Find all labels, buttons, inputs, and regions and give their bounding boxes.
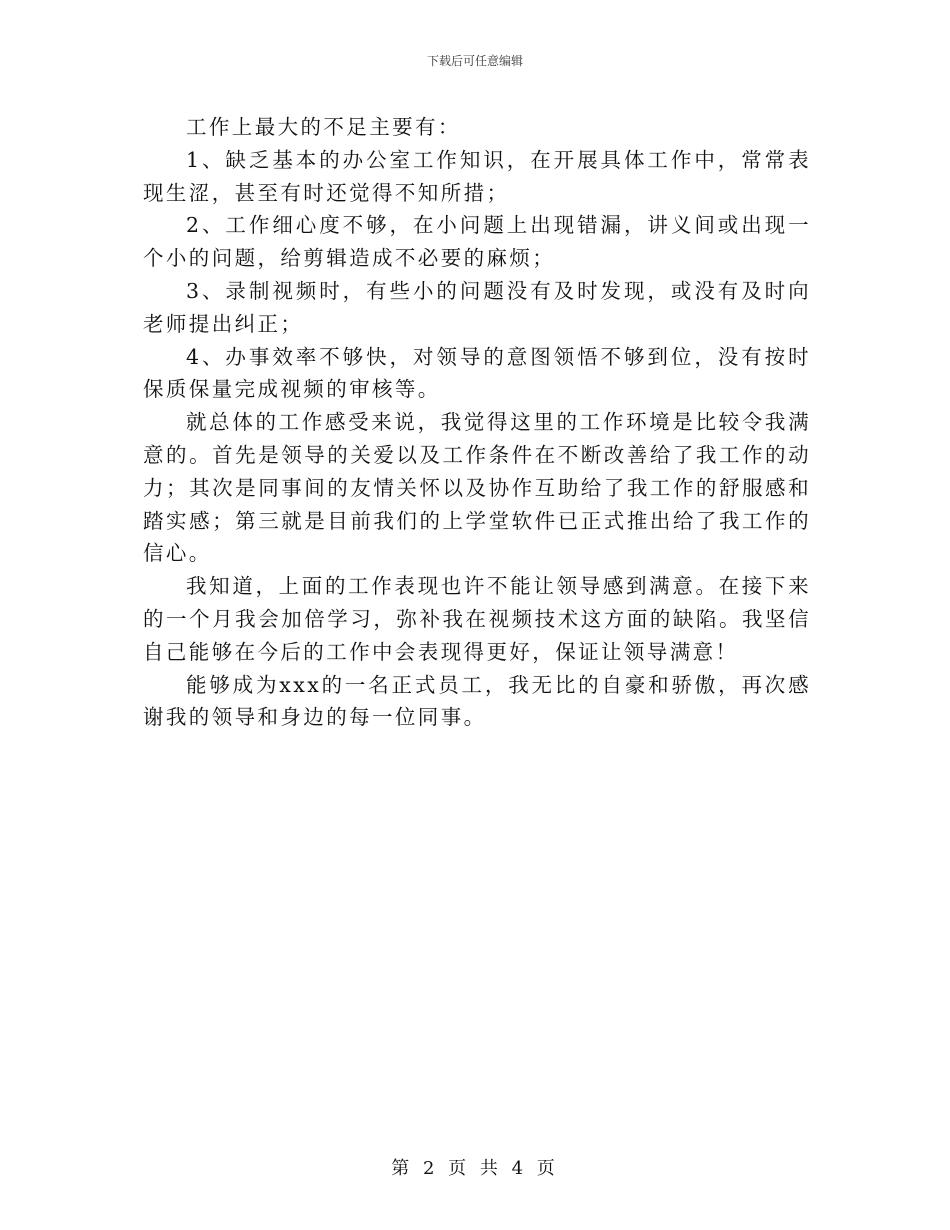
paragraph-shortcomings-intro: 工作上最大的不足主要有： <box>186 115 461 139</box>
document-body <box>143 111 811 734</box>
paragraph-closing-thanks: 能够成为xxx的一名正式员工，我无比的自豪和骄傲，再次感谢我的领导和身边的每一位同事。 <box>143 672 811 730</box>
paragraph-point-4: 4、办事效率不够快，对领导的意图领悟不够到位，没有按时保质保量完成视频的审核等。 <box>143 344 811 402</box>
paragraph-improvement-plan: 我知道，上面的工作表现也许不能让领导感到满意。在接下来的一个月我会加倍学习，弥补我在视频技术这方面的缺陷。我坚信自己能够在今后的工作中会表现得更好，保证让领导满意！ <box>143 574 811 664</box>
page-header: 下载后可任意编辑 <box>426 54 523 68</box>
page-number: 第 2 页 共 4 页 <box>391 1158 559 1179</box>
paragraph-point-1: 1、缺乏基本的办公室工作知识，在开展具体工作中，常常表现生涩，甚至有时还觉得不知所措； <box>143 147 811 205</box>
paragraph-point-2: 2、工作细心度不够，在小问题上出现错漏，讲义间或出现一个小的问题，给剪辑造成不必要的麻烦； <box>143 213 811 271</box>
paragraph-overall-feeling: 就总体的工作感受来说，我觉得这里的工作环境是比较令我满意的。首先是领导的关爱以及工作条件在不断改善给了我工作的动力；其次是同事间的友情关怀以及协作互助给了我工作的舒服感和踏实感；第三就是目前我们的上学堂软件已正式推出给了我工作的信心。 <box>143 410 811 566</box>
paragraph-point-3: 3、录制视频时，有些小的问题没有及时发现，或没有及时向老师提出纠正； <box>143 278 811 336</box>
